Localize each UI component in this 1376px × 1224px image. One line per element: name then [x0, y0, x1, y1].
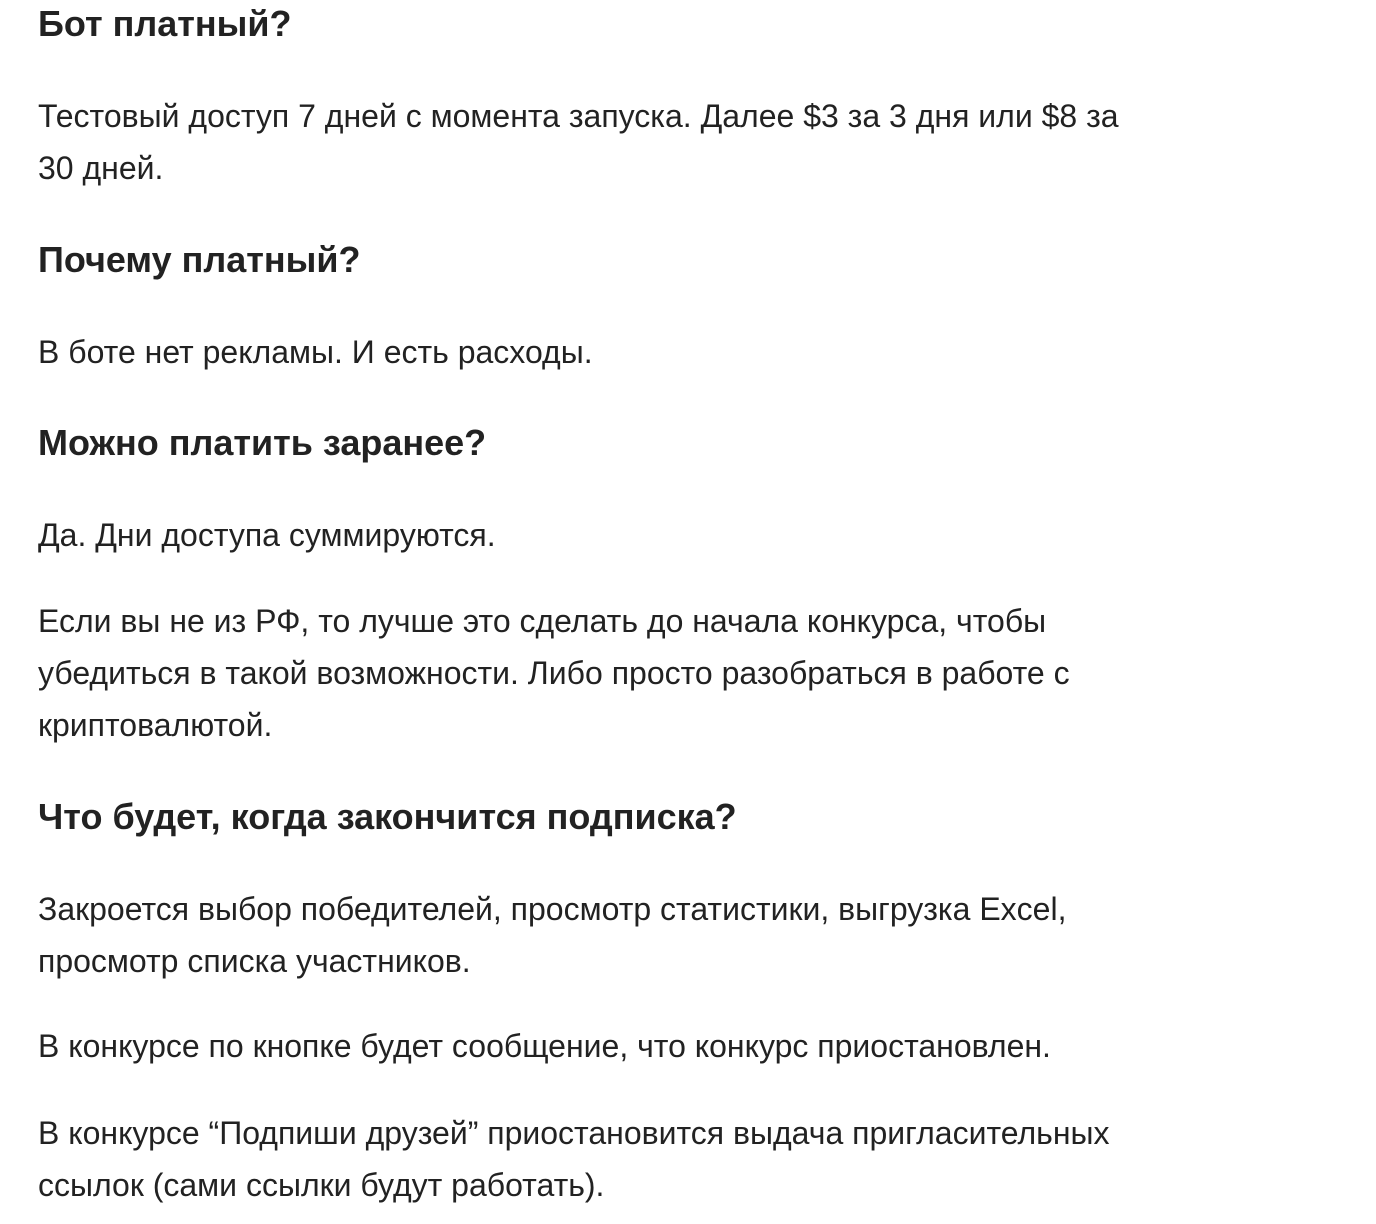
answer-line: Тестовый доступ 7 дней с момента запуска. Далее $3 за 3 дня или $8 за: [38, 98, 1119, 134]
faq-question-subscription-end: Что будет, когда закончится подписка?: [38, 796, 737, 837]
answer-line: ссылок (сами ссылки будут работать).: [38, 1167, 605, 1203]
faq-question-paid: Бот платный?: [38, 3, 292, 44]
faq-answer-paid: [38, 90, 1238, 194]
faq-answer-contest-paused: [38, 1020, 1238, 1072]
answer-line: 30 дней.: [38, 150, 164, 186]
answer-line: убедиться в такой возможности. Либо просто разобраться в работе с: [38, 655, 1070, 691]
answer-line: В конкурсе по кнопке будет сообщение, что конкурс приостановлен.: [38, 1028, 1051, 1064]
answer-line: просмотр списка участников.: [38, 943, 471, 979]
answer-line: Если вы не из РФ, то лучше это сделать до начала конкурса, чтобы: [38, 603, 1047, 639]
faq-answer-prepay: [38, 509, 1238, 561]
answer-line: В боте нет рекламы. И есть расходы.: [38, 334, 593, 370]
answer-line: Закроется выбор победителей, просмотр статистики, выгрузка Excel,: [38, 891, 1067, 927]
answer-line: В конкурсе “Подпиши друзей” приостановится выдача пригласительных: [38, 1115, 1110, 1151]
answer-line: Да. Дни доступа суммируются.: [38, 517, 496, 553]
faq-answer-why-paid: [38, 326, 1238, 378]
faq-answer-invite-links: [38, 1107, 1238, 1211]
answer-line: криптовалютой.: [38, 707, 273, 743]
faq-answer-prepay-note: [38, 595, 1238, 751]
faq-answer-subscription-end: [38, 883, 1238, 987]
faq-question-why-paid: Почему платный?: [38, 239, 361, 280]
faq-question-prepay: Можно платить заранее?: [38, 422, 487, 463]
